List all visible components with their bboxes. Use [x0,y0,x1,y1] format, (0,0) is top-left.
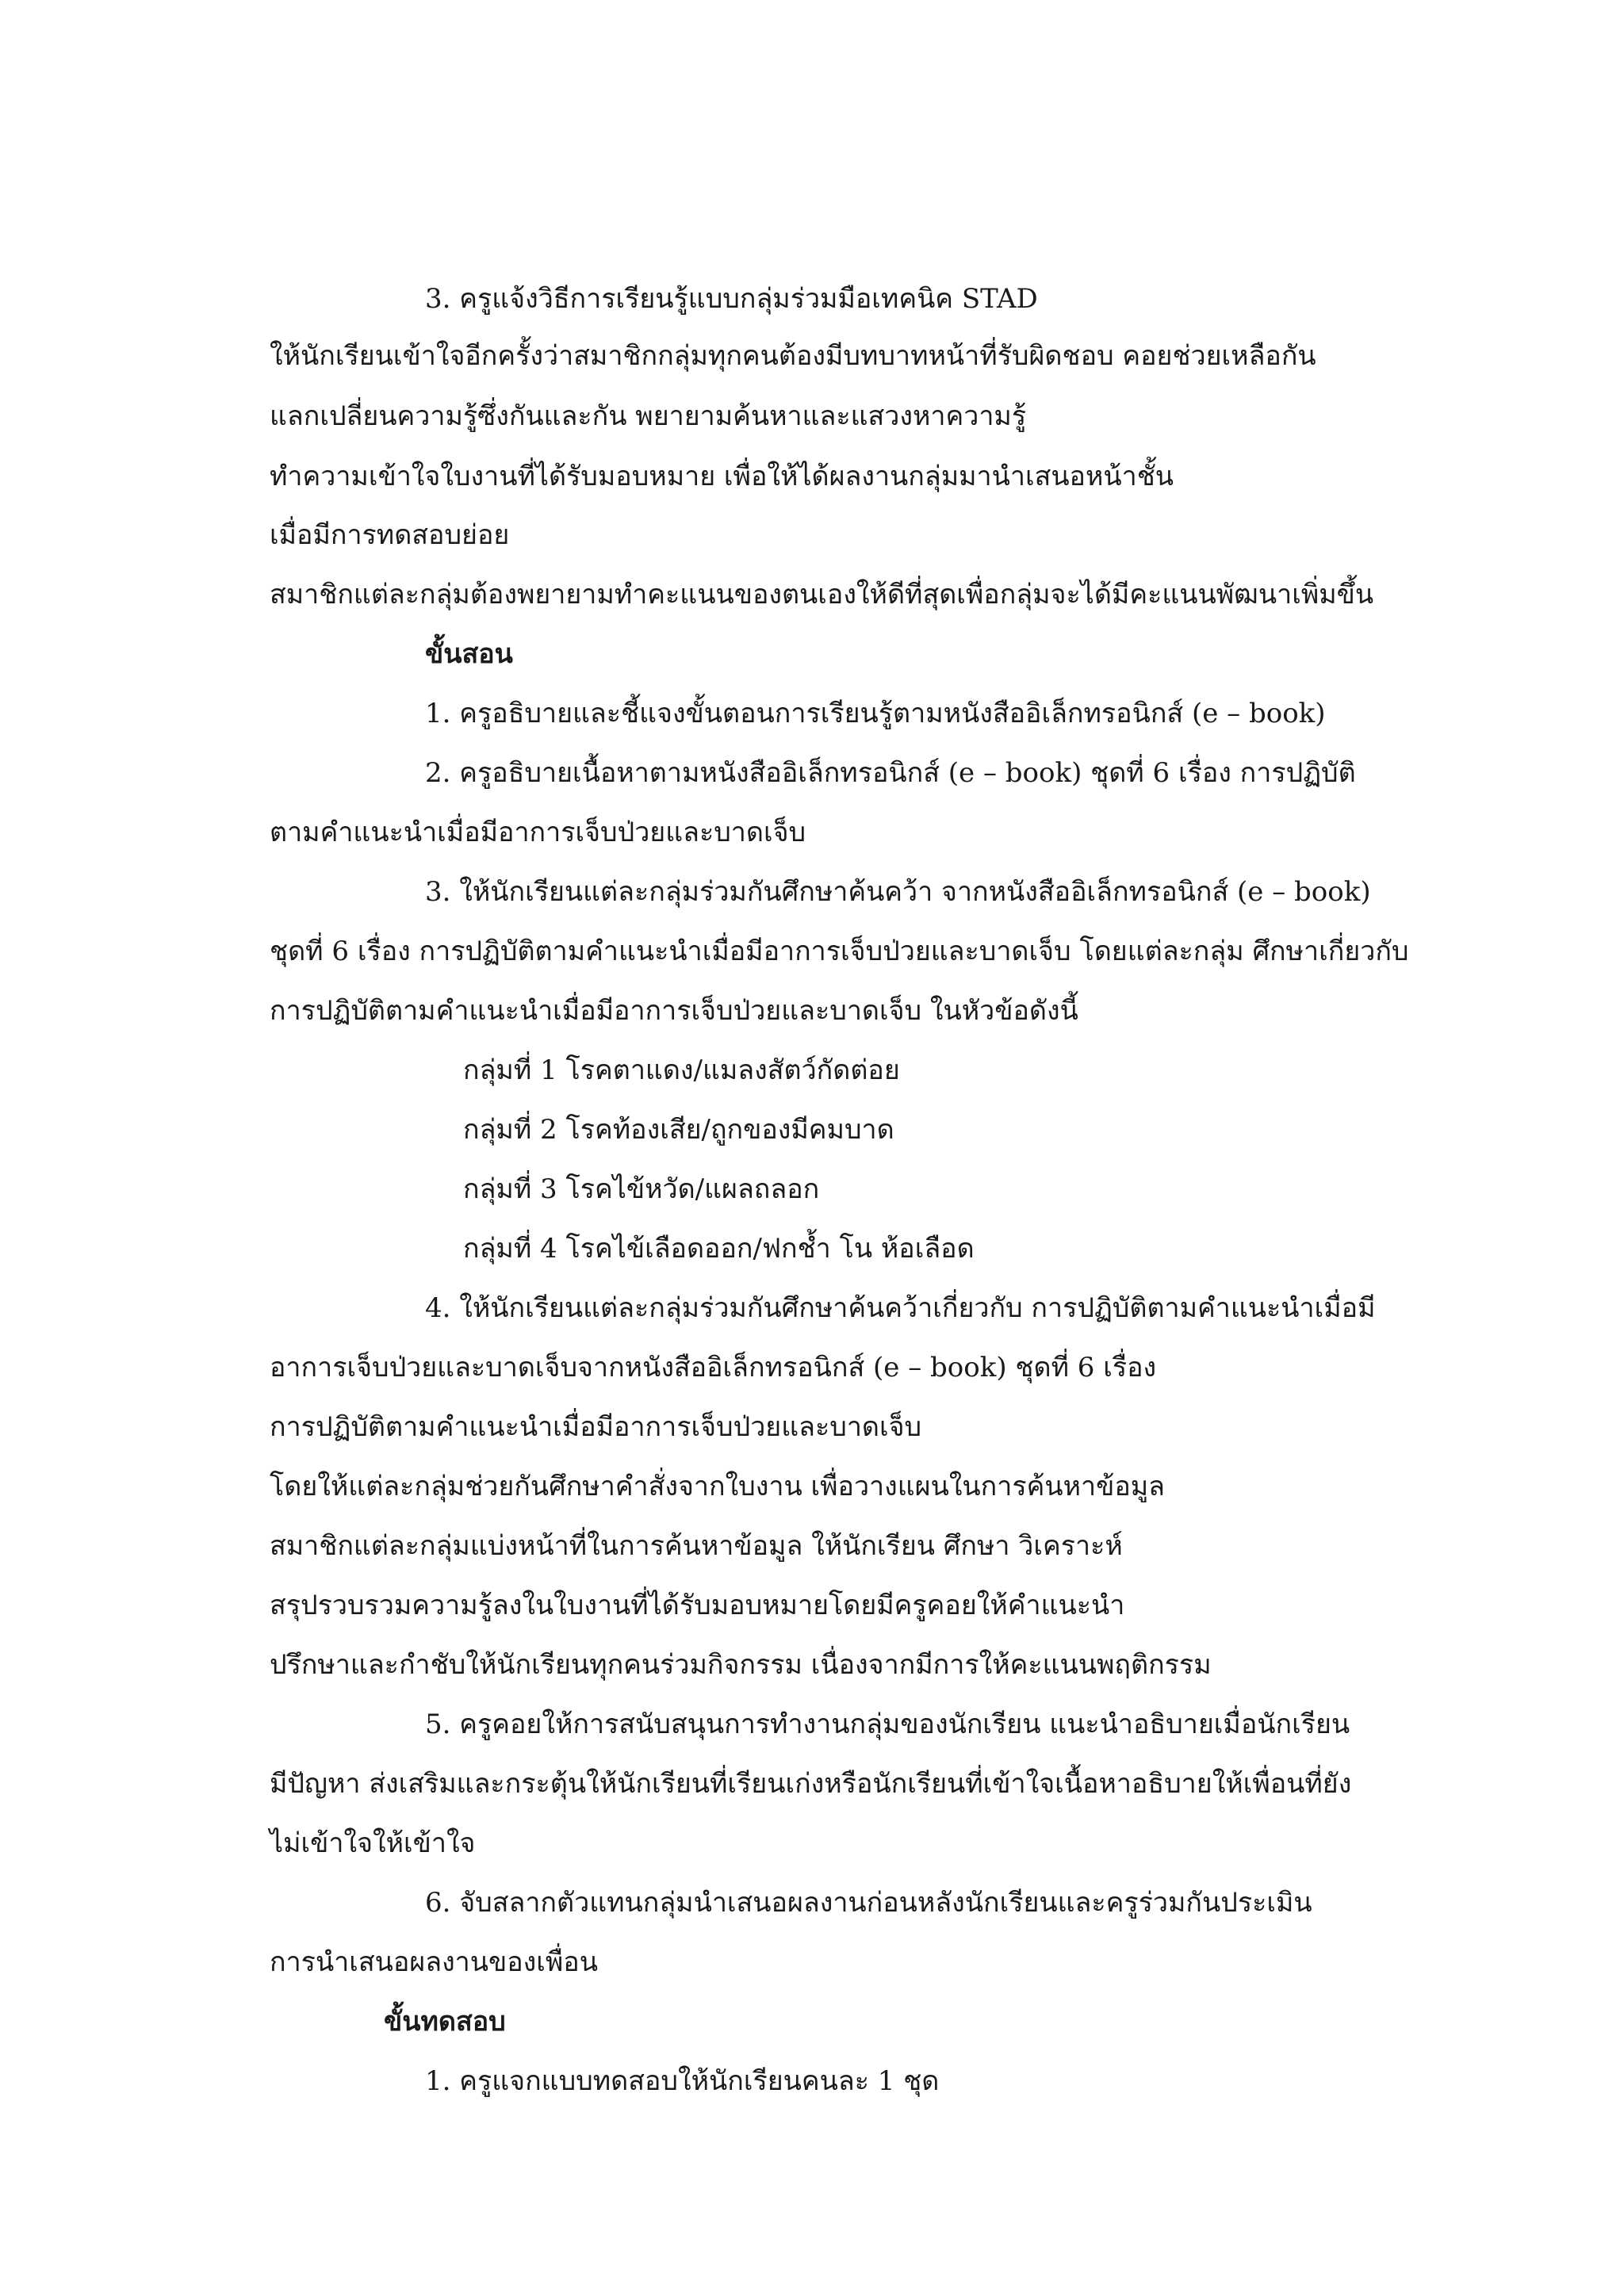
text-line: สมาชิกแต่ละกลุ่มแบ่งหน้าที่ในการค้นหาข้อมูล ให้นักเรียน ศึกษา วิเคราะห์ [270,1530,1123,1562]
text-line: ไม่เข้าใจให้เข้าใจ [270,1827,476,1859]
text-line: สมาชิกแต่ละกลุ่มต้องพยายามทำคะแนนของตนเองให้ดีที่สุดเพื่อกลุ่มจะได้มีคะแนนพัฒนาเพิ่มขึ้น [270,579,1374,610]
text-line: 3. ครูแจ้งวิธีการเรียนรู้แบบกลุ่มร่วมมือเทคนิค STAD [425,283,1038,315]
text-line: ทำความเข้าใจใบงานที่ได้รับมอบหมาย เพื่อให้ได้ผลงานกลุ่มมานำเสนอหน้าชั้น [270,461,1174,492]
section-heading-teaching: ขั้นสอน [425,638,513,670]
text-line: 5. ครูคอยให้การสนับสนุนการทำงานกลุ่มของนักเรียน แนะนำอธิบายเมื่อนักเรียน [425,1709,1350,1740]
section-heading-testing: ขั้นทดสอบ [384,2006,506,2038]
text-line: การปฏิบัติตามคำแนะนำเมื่อมีอาการเจ็บป่วยและบาดเจ็บ ในหัวข้อดังนี้ [270,995,1078,1027]
text-line: การปฏิบัติตามคำแนะนำเมื่อมีอาการเจ็บป่วยและบาดเจ็บ [270,1411,922,1443]
group-list-item: กลุ่มที่ 2 โรคท้องเสีย/ถูกของมีคมบาด [463,1114,894,1146]
text-line: โดยให้แต่ละกลุ่มช่วยกันศึกษาคำสั่งจากใบงาน เพื่อวางแผนในการค้นหาข้อมูล [270,1471,1166,1502]
text-line: แลกเปลี่ยนความรู้ซึ่งกันและกัน พยายามค้นหาและแสวงหาความรู้ [270,400,1027,432]
text-line: 6. จับสลากตัวแทนกลุ่มนำเสนอผลงานก่อนหลังนักเรียนและครูร่วมกันประเมิน [425,1887,1312,1919]
text-line: 2. ครูอธิบายเนื้อหาตามหนังสืออิเล็กทรอนิกส์ (e – book) ชุดที่ 6 เรื่อง การปฏิบัติ [425,757,1356,789]
text-line: ตามคำแนะนำเมื่อมีอาการเจ็บป่วยและบาดเจ็บ [270,817,806,848]
group-list-item: กลุ่มที่ 4 โรคไข้เลือดออก/ฟกช้ำ โน ห้อเลือด [463,1233,975,1265]
text-line: มีปัญหา ส่งเสริมและกระตุ้นให้นักเรียนที่เรียนเก่งหรือนักเรียนที่เข้าใจเนื้อหาอธิบายให้เพื่อนที่ยัง [270,1768,1352,1800]
text-line: ปรึกษาและกำชับให้นักเรียนทุกคนร่วมกิจกรรม เนื่องจากมีการให้คะแนนพฤติกรรม [270,1649,1212,1681]
text-line: 3. ให้นักเรียนแต่ละกลุ่มร่วมกันศึกษาค้นคว้า จากหนังสืออิเล็กทรอนิกส์ (e – book) [425,876,1371,908]
text-line: 4. ให้นักเรียนแต่ละกลุ่มร่วมกันศึกษาค้นคว้าเกี่ยวกับ การปฏิบัติตามคำแนะนำเมื่อมี [425,1292,1376,1324]
text-line: 1. ครูแจกแบบทดสอบให้นักเรียนคนละ 1 ชุด [425,2065,940,2097]
text-line: 1. ครูอธิบายและชี้แจงขั้นตอนการเรียนรู้ตามหนังสืออิเล็กทรอนิกส์ (e – book) [425,698,1326,729]
text-line: อาการเจ็บป่วยและบาดเจ็บจากหนังสืออิเล็กทรอนิกส์ (e – book) ชุดที่ 6 เรื่อง [270,1352,1157,1383]
text-line: การนำเสนอผลงานของเพื่อน [270,1946,598,1978]
group-list-item: กลุ่มที่ 1 โรคตาแดง/แมลงสัตว์กัดต่อย [463,1054,900,1086]
text-line: เมื่อมีการทดสอบย่อย [270,519,510,551]
text-line: ให้นักเรียนเข้าใจอีกครั้งว่าสมาชิกกลุ่มทุกคนต้องมีบทบาทหน้าที่รับผิดชอบ คอยช่วยเหลือกัน [270,340,1316,372]
text-line: ชุดที่ 6 เรื่อง การปฏิบัติตามคำแนะนำเมื่อมีอาการเจ็บป่วยและบาดเจ็บ โดยแต่ละกลุ่ม ศึกษาเกี่ยวกับ [270,936,1409,967]
text-line: สรุปรวบรวมความรู้ลงในใบงานที่ได้รับมอบหมายโดยมีครูคอยให้คำแนะนำ [270,1590,1125,1621]
group-list-item: กลุ่มที่ 3 โรคไข้หวัด/แผลถลอก [463,1173,820,1205]
